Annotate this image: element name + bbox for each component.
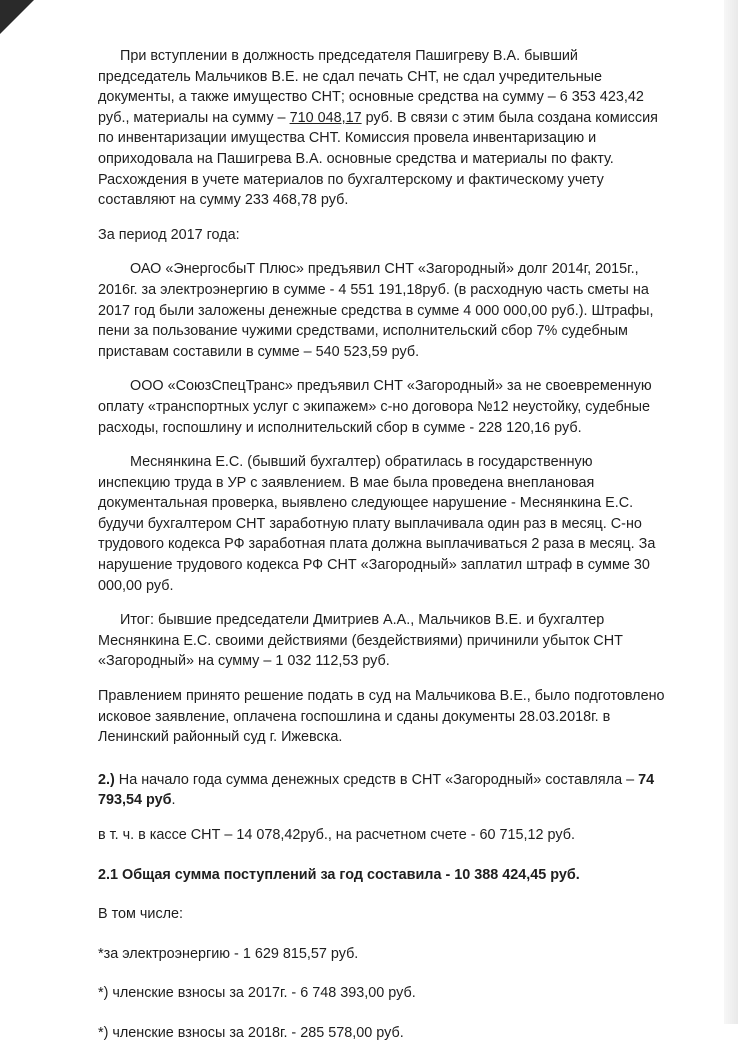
paragraph-court-decision: Правлением принято решение подать в суд на Мальчикова В.Е., было подготовлено исковое заявление, оплачена госпошлина и сданы документы 28.03.2018г. в Ленинский районный суд г. Ижевска. [98,688,665,746]
section-2-text: На начало года сумма денежных средств в СНТ «Загородный» составляла – [114,771,639,788]
paragraph-total-loss: Итог: бывшие председатели Дмитриев А.А., Мальчиков В.Е. и бухгалтер Меснянкина Е.С. своими действиями (бездействиями) причинили убыток СНТ «Загородный» на сумму – 1 032 112,53 руб. [98,612,623,670]
page-edge [724,0,738,1024]
paragraph-inventory [98,46,668,211]
income-item-dues-2017: *) членские взносы за 2017г. - 6 748 393,00 руб. [98,985,416,1002]
underlined-amount: 710 048,17 [289,109,362,126]
paragraph-mesnyankina: Меснянкина Е.С. (бывший бухгалтер) обратилась в государственную инспекцию труда в УР с заявлением. В мае была проведена внеплановая документальная проверка, выявлено следующее нарушение - Меснянкина Е.С. будучи бухгалтером СНТ заработную плату выплачивала один раз в месяц. С-но трудового кодекса РФ заработная плата должна выплачиваться 2 раза в месяц. За нарушение трудового кодекса РФ СНТ «Загородный» заплатил штраф в сумме 30 000,00 руб. [98,454,656,594]
section-2-1-total-income: 2.1 Общая сумма поступлений за год составила - 10 388 424,45 руб. [98,866,580,883]
including-label: В том числе: [98,906,184,923]
section-2-number: 2.) [98,771,115,788]
opening-balance-amount: 74 793,54 руб [98,771,655,809]
period-heading: За период 2017 года: [98,226,240,243]
document-body [98,46,668,1063]
paragraph-inventory-part2: руб. В связи с этим была создана комиссия по инвентаризации имущества СНТ. Комиссия провела инвентаризацию и оприходовала на Пашигрева В.А. основные средства и материалы по факту. Расхождения в учете материалов по бухгалтерскому и фактическому учету составляют на сумму 233 468,78 руб. [98,109,658,209]
paragraph-energosbyt: ОАО «ЭнергосбыТ Плюс» предъявил СНТ «Загородный» долг 2014г, 2015г., 2016г. за электроэнергию в сумме - 4 551 191,18руб. (в расходную часть сметы на 2017 год были заложены денежные средства в сумме 4 000 000,00 руб.). Штрафы, пени за пользование чужими средствами, исполнительский сбор 7% судебным приставам составили в сумме – 540 523,59 руб. [98,261,654,360]
page-corner-fold [0,0,34,34]
section-2-tail: . [171,792,176,809]
paragraph-soyuzspectrans: ООО «СоюзСпецТранс» предъявил СНТ «Загородный» за не своевременную оплату «транспортных услуг с экипажем» с-но договора №12 неустойку, судебные расходы, госпошлину и исполнительский сбор в сумме - 228 120,16 руб. [98,378,652,436]
balance-breakdown: в т. ч. в кассе СНТ – 14 078,42руб., на расчетном счете - 60 715,12 руб. [98,827,575,843]
section-2-opening-balance [98,770,668,811]
income-item-dues-2018: *) членские взносы за 2018г. - 285 578,00 руб. [98,1024,404,1041]
income-item-electricity: *за электроэнергию - 1 629 815,57 руб. [98,945,359,962]
paragraph-inventory-part1: При вступлении в должность председателя Пашигреву В.А. бывший председатель Мальчиков В.Е. не сдал печать СНТ, не сдал учредительные документы, а также имущество СНТ; основные средства на сумму – 6 353 423,42 руб., материалы на сумму – [98,48,644,126]
